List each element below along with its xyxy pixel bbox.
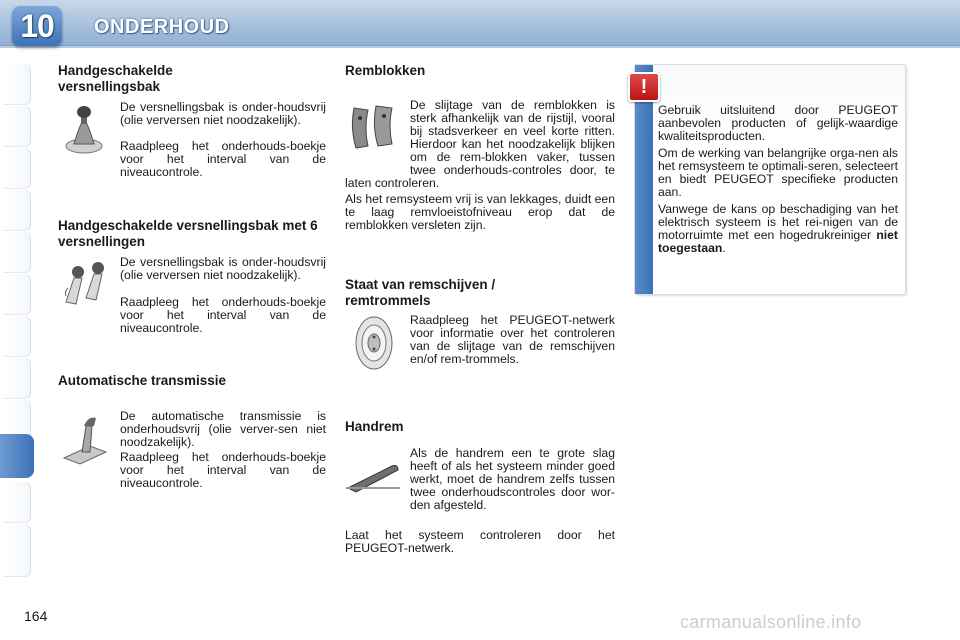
section-title-handbrake: Handrem: [345, 419, 404, 434]
manual-gearbox-text-2: Raadpleeg het onderhouds-boekje voor het interval van de niveaucontrole.: [120, 139, 326, 179]
warning-text-3-bold: niet toegestaan: [658, 228, 898, 255]
chapter-tab-11[interactable]: [4, 482, 31, 523]
chapter-tab-12[interactable]: [4, 524, 31, 577]
manual-gearbox-text-1: De versnellingsbak is onder-houdsvrij (olie verversen niet noodzakelijk).: [120, 100, 326, 127]
chapter-tab-3[interactable]: [4, 148, 31, 189]
section-title-6-speed-gearbox: Handgeschakelde versnellingsbak met 6 versnellingen: [58, 218, 318, 249]
section-title-automatic-transmission: Automatische transmissie: [58, 373, 227, 388]
chapter-tab-1[interactable]: [4, 64, 31, 105]
automatic-transmission-text-2: Raadpleeg het onderhouds-boekje voor het interval van de niveaucontrole.: [120, 450, 326, 490]
section-title-brake-pads: Remblokken: [345, 63, 426, 78]
handbrake-lever-icon: [344, 458, 402, 494]
chapter-tab-2[interactable]: [4, 106, 31, 147]
6-speed-gearbox-text-1: De versnellingsbak is onder-houdsvrij (olie verversen niet noodzakelijk).: [120, 255, 326, 282]
page-number: 164: [24, 608, 48, 624]
page-title: ONDERHOUD: [94, 16, 230, 38]
gear-lever-icon: [62, 104, 106, 156]
brake-discs-text-1: Raadpleeg het PEUGEOT-netwerk voor informatie over het controleren van de slijtage van de remschijven en/of rem-trommels.: [410, 313, 615, 366]
chapter-number: 10: [20, 7, 54, 44]
gear-lever-6-speed-icon: [60, 258, 112, 308]
brake-disc-icon: [352, 315, 396, 371]
float-spacer: [345, 99, 410, 165]
chapter-tab-8[interactable]: [4, 358, 31, 399]
exclamation-icon: !: [628, 72, 660, 102]
chapter-tab-7[interactable]: [4, 316, 31, 357]
section-title-manual-gearbox: Handgeschakelde versnellingsbak: [58, 63, 173, 94]
warning-text-1: Gebruik uitsluitend door PEUGEOT aanbevolen producten of gelijk-waardige kwaliteitsproducten.: [658, 103, 898, 143]
chapter-tab-strip: [0, 64, 34, 576]
chapter-tab-5[interactable]: [4, 232, 31, 273]
chapter-tab-10-active[interactable]: [0, 434, 34, 478]
6-speed-gearbox-text-2: Raadpleeg het onderhouds-boekje voor het interval van de niveaucontrole.: [120, 295, 326, 335]
brake-pads-text-2: Als het remsysteem vrij is van lekkages, duidt een te laag remvloeistofniveau erop dat de remblokken versleten zijn.: [345, 192, 615, 232]
automatic-selector-icon: [60, 412, 110, 466]
handbrake-text-2: Laat het systeem controleren door het PEUGEOT-netwerk.: [345, 528, 615, 555]
warning-text-3-end: .: [722, 241, 726, 255]
chapter-tab-6[interactable]: [4, 274, 31, 315]
brake-pads-text-1-wrap: [345, 99, 615, 190]
automatic-transmission-text-1: De automatische transmissie is onderhoudsvrij (olie verver-sen niet noodzakelijk).: [120, 409, 326, 449]
section-title-brake-discs: Staat van remschijven / remtrommels: [345, 277, 496, 308]
chapter-badge: [12, 6, 62, 46]
warning-text-2: Om de werking van belangrijke orga-nen als het remsysteem te optimali-seren, selecteert en biedt PEUGEOT specifieke producten aan.: [658, 146, 898, 199]
watermark: carmanualsonline.info: [680, 612, 862, 632]
warning-text-3: [658, 203, 898, 255]
warning-text-3-start: Vanwege de kans op beschadiging van het elektrisch systeem is het rei-nigen van de motorruimte met een hogedrukreiniger: [658, 202, 898, 242]
handbrake-text-1: Als de handrem een te grote slag heeft of als het systeem minder goed werkt, moet de handrem zelfs tussen twee onderhoudscontroles door wor-den afgesteld.: [410, 446, 615, 512]
brake-pads-text-1: De slijtage van de remblokken is sterk afhankelijk van de rijstijl, vooral bij stadsverkeer en veel korte ritten. Hierdoor kan het noodzakelijk blijken om de rem-blokken vaker, tussen twee onderhouds-controles door, te laten controleren.: [345, 98, 615, 190]
chapter-tab-4[interactable]: [4, 190, 31, 231]
